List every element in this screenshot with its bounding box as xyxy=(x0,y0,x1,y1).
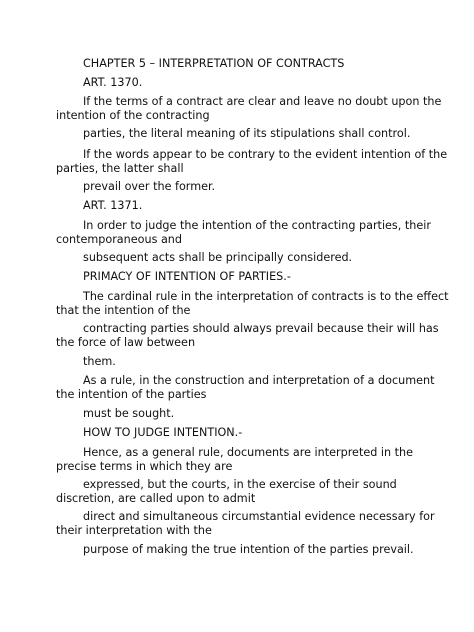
paragraph xyxy=(56,180,436,194)
paragraph xyxy=(56,219,436,246)
text-line: direct and simultaneous circumstantial evidence necessary for xyxy=(83,510,435,523)
section-heading-judge-intention xyxy=(56,426,436,440)
text-line: expressed, but the courts, in the exercise of their sound xyxy=(83,478,397,491)
paragraph xyxy=(56,374,436,401)
text-line: ART. 1371. xyxy=(83,199,143,212)
paragraph xyxy=(56,355,436,369)
text-line: PRIMACY OF INTENTION OF PARTIES.- xyxy=(83,270,291,283)
text-line: discretion, are called upon to admit xyxy=(56,491,256,505)
text-line: must be sought. xyxy=(83,407,175,420)
text-line: Hence, as a general rule, documents are interpreted in the xyxy=(83,446,413,459)
text-line: purpose of making the true intention of the parties prevail. xyxy=(83,543,414,556)
paragraph xyxy=(56,407,436,421)
text-line: the intention of the parties xyxy=(56,387,207,401)
paragraph xyxy=(56,543,436,557)
chapter-heading xyxy=(56,57,436,71)
section-heading-primacy xyxy=(56,270,436,284)
text-line: The cardinal rule in the interpretation of contracts is to the effect xyxy=(83,290,449,303)
text-line: If the terms of a contract are clear and leave no doubt upon the xyxy=(83,95,442,108)
paragraph xyxy=(56,127,436,141)
paragraph xyxy=(56,148,448,175)
text-line: contemporaneous and xyxy=(56,232,182,246)
text-line: them. xyxy=(83,355,116,368)
text-line: prevail over the former. xyxy=(83,180,216,193)
paragraph xyxy=(56,510,436,537)
text-line: that the intention of the xyxy=(56,303,191,317)
text-line: intention of the contracting xyxy=(56,108,210,122)
text-line: As a rule, in the construction and interpretation of a document xyxy=(83,374,435,387)
text-line: contracting parties should always prevail because their will has xyxy=(83,322,439,335)
text-line: ART. 1370. xyxy=(83,76,143,89)
article-heading-1370 xyxy=(56,76,436,90)
paragraph xyxy=(56,95,442,122)
text-line: parties, the literal meaning of its stipulations shall control. xyxy=(83,127,411,140)
text-line: In order to judge the intention of the contracting parties, their xyxy=(83,219,431,232)
text-line: the force of law between xyxy=(56,335,196,349)
paragraph xyxy=(56,290,449,317)
paragraph xyxy=(56,251,436,265)
text-line: precise terms in which they are xyxy=(56,459,233,473)
text-line: subsequent acts shall be principally considered. xyxy=(83,251,353,264)
paragraph xyxy=(56,322,439,349)
text-line: parties, the latter shall xyxy=(56,161,184,175)
text-line: their interpretation with the xyxy=(56,523,212,537)
text-line: HOW TO JUDGE INTENTION.- xyxy=(83,426,243,439)
text-line: If the words appear to be contrary to the evident intention of the xyxy=(83,148,448,161)
article-heading-1371 xyxy=(56,199,436,213)
paragraph xyxy=(56,478,436,505)
paragraph xyxy=(56,446,436,473)
text-line: CHAPTER 5 – INTERPRETATION OF CONTRACTS xyxy=(83,57,345,70)
